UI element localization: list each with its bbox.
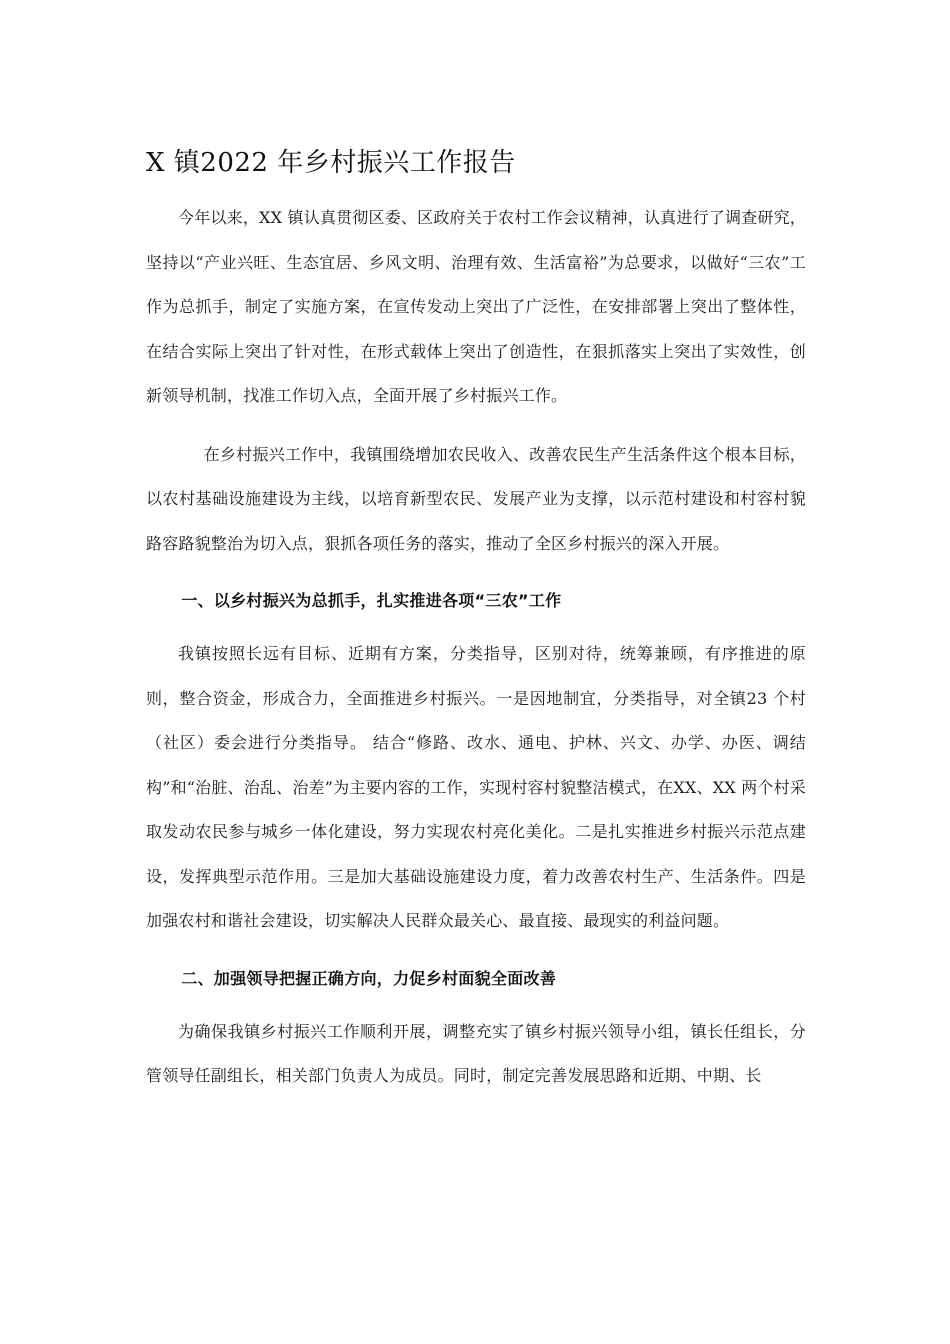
section-1-body: 我镇按照长远有目标、近期有方案，分类指导，区别对待，统筹兼顾，有序推进的原则，整合资金，形成合力，全面推进乡村振兴。一是因地制宜，分类指导，对全镇23 个村（社区）委会进行分类指导。 结合“修路、改水、通电、护林、兴文、办学、办医、调结构”和“治脏、治乱、治差”为主要内容的工作，实现村容村貌整洁模式，在XX、XX 两个村采取发动农民参与城乡一体化建设，努力实现农村亮化美化。二是扎实推进乡村振兴示范点建设，发挥典型示范作用。三是加大基础设施建设力度，着力改善农村生产、生活条件。四是加强农村和谐社会建设，切实解决人民群众最关心、最直接、最现实的利益问题。: [146, 644, 806, 930]
intro-paragraph-2: 在乡村振兴工作中，我镇围绕增加农民收入、改善农民生产生活条件这个根本目标，以农村基础设施建设为主线，以培育新型农民、发展产业为支撑，以示范村建设和村容村貌路容路貌整治为切入点，狠抓各项任务的落实，推动了全区乡村振兴的深入开展。: [146, 444, 806, 553]
section-1-heading: 一、以乡村振兴为总抓手，扎实推进各项“三农”工作: [181, 591, 562, 610]
document-body: [146, 140, 806, 1099]
section-2-body: 为确保我镇乡村振兴工作顺利开展，调整充实了镇乡村振兴领导小组，镇长任组长，分管领导任副组长，相关部门负责人为成员。同时，制定完善发展思路和近期、中期、长: [146, 1021, 806, 1085]
intro-paragraph-1: 今年以来，XX 镇认真贯彻区委、区政府关于农村工作会议精神，认真进行了调查研究，坚持以“产业兴旺、生态宜居、乡风文明、治理有效、生活富裕”为总要求，以做好“三农”工作为总抓手，制定了实施方案，在宣传发动上突出了广泛性，在安排部署上突出了整体性，在结合实际上突出了针对性，在形式载体上突出了创造性，在狠抓落实上突出了实效性，创新领导机制，找准工作切入点，全面开展了乡村振兴工作。: [146, 208, 806, 405]
section-2-heading: 二、加强领导把握正确方向，力促乡村面貌全面改善: [181, 968, 557, 988]
document-title: X 镇2022 年乡村振兴工作报告: [146, 148, 516, 178]
